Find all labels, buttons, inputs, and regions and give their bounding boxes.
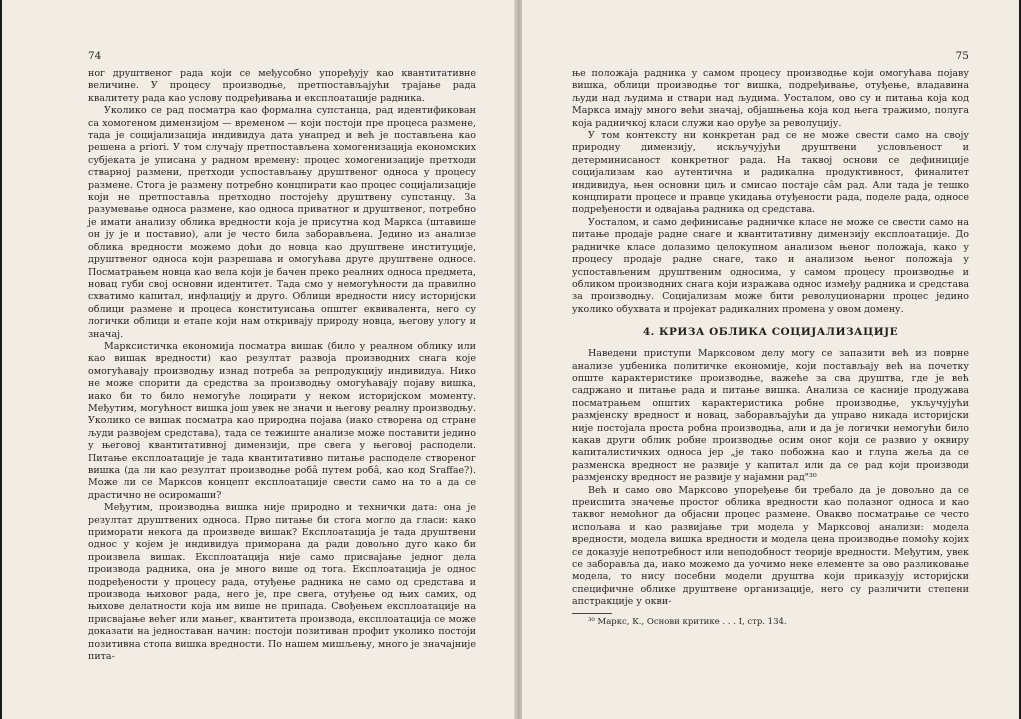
right-page (522, 0, 1019, 719)
right-page-text (572, 68, 969, 627)
footnote-rule (572, 613, 612, 614)
paragraph: Наведени приступи Марксовом делу могу се запазити већ из поврне анализе уџбеника политичке економије, који постављају већ на почетку опште карактеристике производње, важеће за сва друштва, где је већ садржано и питање рада и питање вишка. Анализа се касније продужава посматрањем општих карактеристика робне производње, укључујући размјенску вредност и новац, заборављајући да управо никада историјски није постојала проста робна производња, али и да је логички немогући било какав други облик робне производње осим оног који се развио у оквиру капиталистичких односа јер „је тако побожна као и глупа жеља да се разменска вредност не развије у капитал или да се рад који производи размјенску вредност не развије у најамни рад"³⁰ (572, 348, 969, 484)
left-page-text (88, 68, 476, 664)
footnote: ³⁰ Маркс, К., Основи критике . . . I, стр. 134. (588, 616, 787, 627)
paragraph: Већ и само ово Марксово упоређење би требало да је довољно да се преиспита значење простог облика вредности као полазног односа и као таквог немоћног да објасни процес размене. Овакво посматрање се често испољава и као развијање три модела у Марксовој анализи: модела вредности, модела вишка вредности и модела цена производње помоћу којих се доказује непотребност или неподобност теорије вредности. Међутим, увек се заборавља да, иако можемо да уочимо неке елементе за ово разликовање модела, то нису посебни модели друштва који приказују историјски специфичне облике друштвене организације, него су различити степени апстракције у окви- (572, 484, 969, 608)
paragraph: ње положаја радника у самом процесу производње који омогућава појаву вишка, облици производње тог вишка, подређивање, отуђење, владавина људи над људима и ствари над људима. Уосталом, ово су и питања која код Маркса имају много већи значај, објашњења која код њега тражимо, полуга која радничкој класи служи као оруђе за револуцију. (572, 68, 969, 129)
page-number-right: 75 (955, 50, 969, 62)
paragraph: Уосталом, и само дефинисање радничке класе не може се свести само на питање продаје радне снаге и квантитативну димензију експлоатације. До радничке класе долазимо целокупном анализом њеног положаја, како у процесу продаје радне снаге, тако и анализом њеног положаја у успостављеним друштвеним односима, у самом процесу производње и обликом производних снага који изражава однос између радника и средстава за производњу. Социјализам може бити револуционарни процес једино уколико обухвата и пројекат радикалних промена у овом домену. (572, 216, 969, 315)
paragraph: У том контексту ни конкретан рад се не може свести само на своју природну димензију, искључујући друштвени условљеност и детерминисаност конкретног рада. На таквој основи се дефиниције социјализам као аутентична и радикална продуктивност, финалитет индивидуа, њен основни циљ и смисао постаје сâм рад. Али тада је тешко концпирати процесе и правце укидања отуђености рада, поделе рада, односе подређености и одвајања радника од средстава. (572, 130, 969, 216)
left-page (2, 0, 516, 719)
paragraph: Уколико се рад посматра као формална супстанца, рад идентификован са хомогеном димензијом — временом — који постоји пре процеса размене, тада је социјализација индивидуа дата унапред и већ је постављена као решена a priori. У том случају претпостављена хомогенизација економских субјеката је уписана у радном времену: процес хомогенизације претходи стварној размени, претходи успостављању друштвеног односа у процесу размене. Стога је размену потребно концпирати као процес социјализације који не претпоставља претходно постојећу друштвену супстанцу. За разумевање односа размене, као односа приватног и друштвеног, потребно је имати анализу облика вредности која је присутна код Маркса (штавише он ју је и поставио), али је често била заборављена. Једино из анализе облика вредности можемо доћи до новца као друштвене институције, друштвеног односа који разрешава и омогућава друге друштвене односе. Посматрањем новца као вела који је бачен преко реалних односа предмета, новац губи свој основни идентитет. Тада смо у немогућности да правилно схватимо капитал, инфлацију и друго. Облици вредности нису историјски облици размене и процеса конституисања општег еквивалента, него су логички облици и етапе који нам откривају природу новца, његову улогу и значај. (88, 105, 476, 340)
paragraph: ног друштвеног рада који се међусобно упоређују као квантитативне величине. У процесу производње, претпостављајући трајање рада квалитету рада као услову подређивања и експлоатације радника. (88, 68, 476, 104)
page-number-left: 74 (88, 50, 102, 62)
paragraph: Међутим, производња вишка није природно и технички дата: она је резултат друштвених односа. Прво питање би стога могло да гласи: како приморати некога да произведе вишак? Експлоатација је тада друштвени однос у којем је индивидуа приморана да ради довољно дуго како би произвела вишак. Експлоатација није само присвајање једног дела производа радника, она је много више од тога. Експлоатација је однос подређености у процесу рада, отуђење радника не само од средстава и производа њиховог рада, него је, пре свега, отуђење од њих самих, од њихове делатности која им више не припада. Свођењем експлоатације на присвајање већег или мањег, квантитета производа, експлоатација се може доказати на једноставан начин: постоји позитиван профит уколико постоји позитивна стопа вишка вредности. По нашем мишљењу, много је значајније пита- (88, 502, 476, 663)
section-title: 4. КРИЗА ОБЛИКА СОЦИЈАЛИЗАЦИЈЕ (642, 326, 899, 339)
paragraph: Марксистичка економија посматра вишак (било у реалном облику или као вишак вредности) као резултат развоја производних снага које омогућавају производњу изнад потреба за репродукцију индивидуа. Нико не може спорити да средства за производњу омогућавају појаву вишка, иако би то било немогуће лоцирати у неком историјском моменту. Међутим, могућност вишка још увек не значи и његову реалну производњу. Уколико се вишак посматра као природна појава (иако створена од стране људи развојем средстава), тада се тежиште анализе може поставити једино у његовој квантитативној димензији, пре свега у његовој расподели. Питање експлоатације је тада квантитативно питање расподеле створеног вишка (да ли као резултат производње робâ путем робâ, као код Sraffae?). Може ли се Марксов концепт експлоатације свести само на то а да се драстично не осиромаши? (88, 340, 476, 501)
